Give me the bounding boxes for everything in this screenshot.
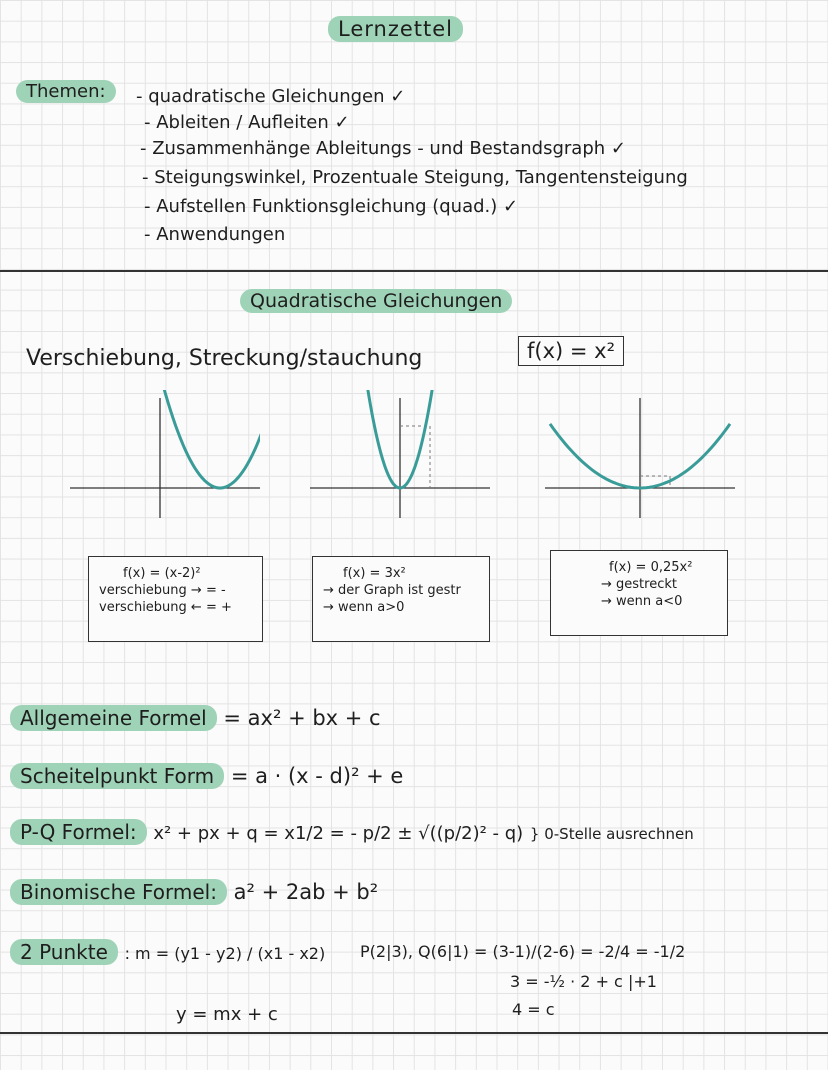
vertex-formula-expr: = a · (x - d)² + e — [230, 764, 404, 788]
topic-item: - Aufstellen Funktionsgleichung (quad.) ✓ — [144, 196, 519, 217]
general-formula-row — [10, 706, 381, 730]
graph-compress — [545, 390, 735, 520]
binom-formula-row — [10, 880, 378, 904]
explain-line: → gestreckt — [601, 577, 677, 592]
graph-shift — [70, 390, 260, 520]
topics-list — [136, 82, 688, 248]
line-equation: y = mx + c — [176, 1004, 278, 1025]
explain-line: → wenn a>0 — [323, 600, 405, 615]
topic-item: - Steigungswinkel, Prozentuale Steigung, Tangentensteigung — [142, 167, 688, 188]
explain-formula: f(x) = (x-2)² — [123, 566, 201, 581]
page-title: Lernzettel — [328, 16, 463, 42]
graph-stretch — [310, 390, 490, 520]
topic-item: - Zusammenhänge Ableitungs - und Bestandsgraph ✓ — [140, 138, 626, 159]
binom-formula-label: Binomische Formel: — [10, 879, 227, 905]
explain-box-compress — [550, 550, 728, 636]
explain-box-stretch — [312, 556, 490, 642]
two-points-row — [10, 940, 325, 964]
base-function-box: f(x) = x² — [518, 336, 624, 366]
calculation-step: 4 = c — [512, 1000, 555, 1019]
two-points-label: 2 Punkte — [10, 939, 118, 965]
explain-line: verschiebung → = - — [99, 583, 226, 598]
explain-line: → der Graph ist gestr — [323, 583, 461, 598]
explain-line: → wenn a<0 — [601, 594, 683, 609]
pq-formula-label: P-Q Formel: — [10, 819, 147, 845]
explain-line: verschiebung ← = + — [99, 600, 232, 615]
general-formula-expr: = ax² + bx + c — [223, 706, 381, 730]
explain-box-shift — [88, 556, 263, 642]
pq-formula-row — [10, 820, 694, 844]
points-calculation: P(2|3), Q(6|1) = (3-1)/(2-6) = -2/4 = -1/2 — [360, 942, 686, 961]
divider — [0, 270, 828, 272]
vertex-formula-row — [10, 764, 403, 788]
binom-formula-expr: a² + 2ab + b² — [233, 880, 379, 904]
pq-formula-note: } 0-Stelle ausrechnen — [529, 825, 694, 843]
topic-item: - quadratische Gleichungen ✓ — [136, 86, 406, 107]
explain-formula: f(x) = 0,25x² — [609, 560, 693, 575]
calculation-step: 3 = -½ · 2 + c |+1 — [510, 972, 657, 991]
explain-formula: f(x) = 3x² — [343, 566, 406, 581]
vertex-formula-label: Scheitelpunkt Form — [10, 763, 224, 789]
section-title: Quadratische Gleichungen — [240, 289, 512, 313]
topic-item: - Ableiten / Aufleiten ✓ — [144, 112, 350, 133]
slope-formula: : m = (y1 - y2) / (x1 - x2) — [124, 944, 326, 963]
topic-item: - Anwendungen — [144, 224, 286, 245]
general-formula-label: Allgemeine Formel — [10, 705, 217, 731]
divider — [0, 1032, 828, 1034]
subheading: Verschiebung, Streckung/stauchung — [26, 346, 423, 371]
topics-label: Themen: — [16, 80, 116, 103]
pq-formula-expr: x² + px + q = x1/2 = - p/2 ± √((p/2)² - q) — [153, 823, 524, 844]
